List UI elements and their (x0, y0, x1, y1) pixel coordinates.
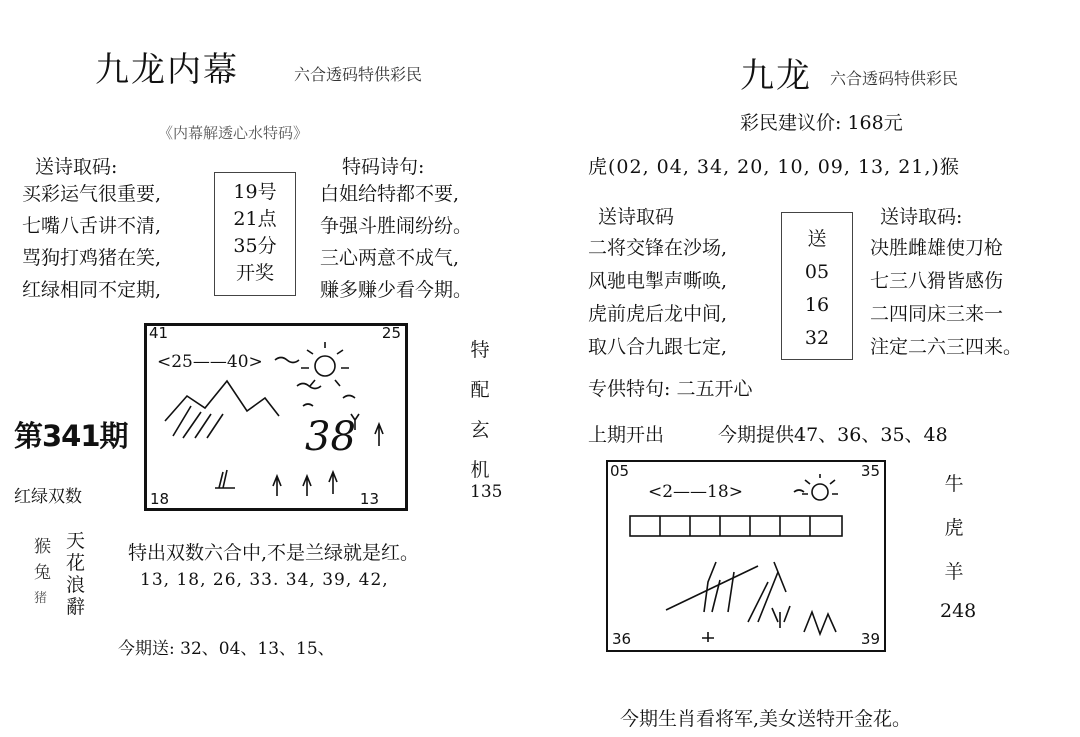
right-side-char: 牛 (944, 473, 964, 495)
left-side-char: 配 (470, 379, 490, 401)
left-zodiac: 猴 (34, 537, 51, 557)
left-title: 九龙内幕 (95, 50, 239, 90)
send-box-line: 送 (807, 228, 827, 250)
right-picture-scribble: <2——18> (648, 482, 743, 502)
send-box-line: 32 (804, 327, 830, 349)
right-poem-b-line: 二四同床三来一 (870, 303, 1004, 325)
left-poem-b-title: 特码诗句: (342, 156, 425, 178)
left-picture-corner-tl: 41 (149, 324, 169, 342)
right-title: 九龙 (740, 56, 812, 96)
left-poem-b-line: 三心两意不成气, (320, 247, 460, 269)
left-picture-corner-br: 13 (359, 490, 379, 508)
right-poem-a-line: 虎前虎后龙中间, (588, 303, 728, 325)
left-picture-scribble: <25——40> (157, 352, 263, 372)
left-zodiac-list (34, 534, 51, 612)
right-poem-b-line: 七三八猾皆感伤 (870, 270, 1004, 292)
tianhua-char: 浪 (66, 574, 86, 596)
issue-number: 第341期 (14, 419, 128, 453)
left-poem-b-line: 争强斗胜闹纷纷。 (320, 215, 473, 237)
right-last-period: 上期开出 (588, 424, 665, 446)
right-poem-b-line: 注定二六三四来。 (870, 336, 1023, 358)
send-box-line: 05 (804, 261, 830, 283)
draw-time-line: 开奖 (235, 262, 274, 284)
left-side-char: 机 (470, 459, 490, 481)
right-poem-a-title: 送诗取码 (598, 206, 675, 228)
left-zodiac: 猪 (34, 591, 48, 606)
left-poem-a-line: 买彩运气很重要, (22, 183, 162, 205)
draw-time-line: 21点 (233, 208, 277, 230)
left-picture-corner-bl: 18 (150, 490, 170, 508)
left-poem-b (320, 178, 472, 306)
tianhua-label (66, 530, 85, 618)
right-picture-corner-tl: 05 (610, 462, 630, 480)
right-price: 彩民建议价: 168元 (740, 112, 903, 134)
right-side-char: 羊 (944, 561, 964, 583)
right-subtitle: 六合透码特供彩民 (830, 69, 959, 88)
send-number-box (781, 212, 853, 360)
right-provide-line: 今期提供47、36、35、48 (718, 424, 948, 446)
right-footer: 今期生肖看将军,美女送特开金花。 (620, 708, 912, 730)
red-green-label: 红绿双数 (14, 487, 82, 507)
right-tiger-line: 虎(02, 04, 34, 20, 10, 09, 13, 21,)猴 (588, 156, 960, 178)
right-poem-a-line: 取八合九跟七定, (588, 336, 728, 358)
left-picture-corner-tr: 25 (381, 324, 401, 342)
left-side-char: 玄 (470, 419, 490, 441)
left-zodiac: 兔 (34, 563, 51, 583)
right-side-number: 248 (940, 600, 977, 622)
right-poem-a (588, 232, 727, 364)
tianhua-char: 花 (66, 552, 86, 574)
right-poem-b-line: 决胜雌雄使刀枪 (870, 237, 1004, 259)
send-box-line: 16 (804, 294, 830, 316)
left-side-number: 135 (470, 482, 503, 502)
left-poem-a (22, 178, 161, 306)
left-poem-a-line: 七嘴八舌讲不清, (22, 215, 162, 237)
left-numbers-line: 13, 18, 26, 33. 34, 39, 42, (140, 570, 389, 590)
left-poem-a-line: 骂狗打鸡猪在笑, (22, 247, 162, 269)
right-picture-corner-br: 39 (860, 630, 880, 648)
left-poem-a-title: 送诗取码: (35, 156, 118, 178)
left-side-char: 特 (470, 339, 490, 361)
left-poem-b-line: 白姐给特都不要, (320, 183, 460, 205)
right-riddle-picture (606, 460, 886, 652)
right-picture-corner-bl: 36 (612, 630, 632, 648)
left-send-line: 今期送: 32、04、13、15、 (118, 639, 335, 659)
right-picture-corner-tr: 35 (860, 462, 880, 480)
draw-time-line: 35分 (233, 235, 277, 257)
left-riddle-picture (144, 323, 408, 511)
right-poem-a-line: 二将交锋在沙场, (588, 237, 728, 259)
tianhua-char: 辭 (66, 596, 86, 618)
left-poem-a-line: 红绿相同不定期, (22, 279, 162, 301)
right-poem-a-line: 风驰电掣声嘶唤, (588, 270, 728, 292)
left-poem-b-line: 赚多赚少看今期。 (320, 279, 473, 301)
left-special-text: 特出双数六合中,不是兰绿就是红。 (128, 542, 420, 564)
right-poem-b-title: 送诗取码: (880, 206, 963, 228)
left-subtitle: 六合透码特供彩民 (294, 65, 423, 84)
right-side-char: 虎 (944, 517, 964, 539)
draw-time-line: 19号 (233, 181, 277, 203)
tianhua-char: 天 (66, 530, 86, 552)
right-side-label (942, 462, 966, 594)
left-picture-big-number: 38 (305, 414, 356, 460)
left-side-label (468, 330, 492, 490)
right-poem-b (870, 232, 1022, 364)
draw-time-box (214, 172, 296, 296)
right-special-phrase: 专供特句: 二五开心 (588, 378, 753, 400)
left-slogan: 《内幕解透心水特码》 (158, 124, 309, 142)
